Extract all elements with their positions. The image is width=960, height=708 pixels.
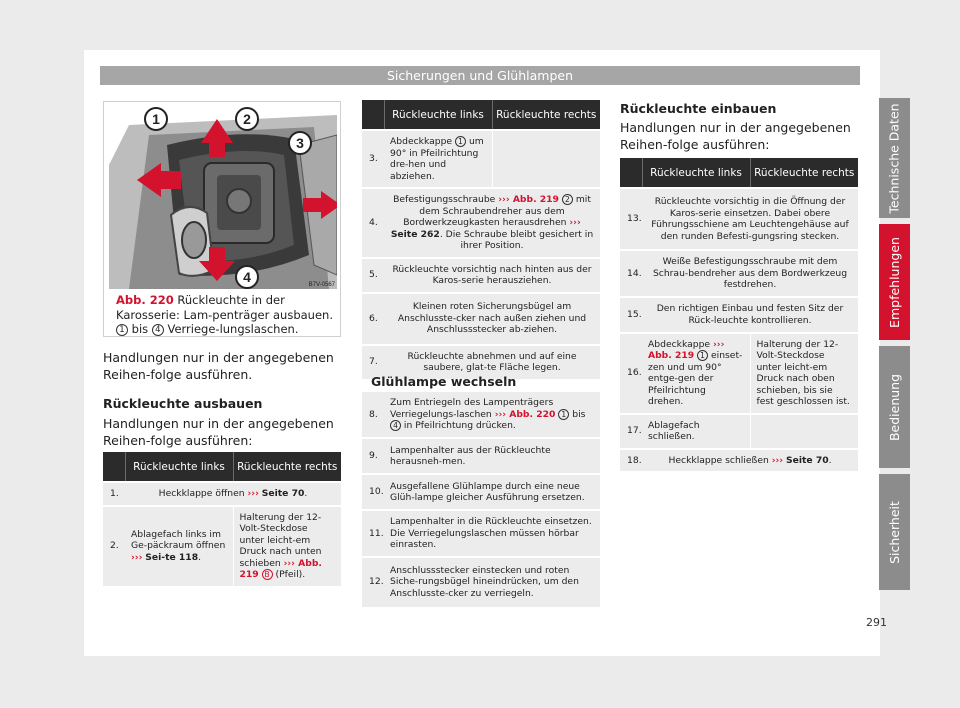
step-3-right <box>492 130 600 188</box>
step-12: Anschlussstecker einstecken und roten Siche-rungsbügel hineindrücken, um den Anschlusste-cker zu verriegeln. <box>384 557 600 607</box>
table-gluehlampe <box>362 392 600 607</box>
step-number: 18. <box>620 449 642 472</box>
step-number: 14. <box>620 250 642 297</box>
step-number: 7. <box>362 345 384 379</box>
step-2-left: Ablagefach links im Ge-päckraum öffnen ››› Sei-te 118. <box>125 506 233 586</box>
side-tab-bedienung[interactable]: Bedienung <box>879 346 910 468</box>
step-7: Rückleuchte abnehmen und auf eine saubere, glat-te Fläche legen. <box>384 345 600 379</box>
step-number: 13. <box>620 188 642 250</box>
callout-2 <box>236 108 258 130</box>
step-8: Zum Entriegeln des Lampenträgers Verriegelungs-laschen ››› Abb. 220 1 bis 4 in Pfeilrichtung drücken. <box>384 392 600 438</box>
step-6: Kleinen roten Sicherungsbügel am Anschlusste-cker nach außen ziehen und Anschlussstecker ab-ziehen. <box>384 293 600 345</box>
side-tab-technische-daten[interactable]: Technische Daten <box>879 98 910 218</box>
step-3-left: Abdeckkappe 1 um 90° in Pfeilrichtung dre-hen und abziehen. <box>384 130 492 188</box>
step-number: 11. <box>362 510 384 557</box>
table-ausbauen <box>103 452 341 586</box>
step-14: Weiße Befestigungsschraube mit dem Schrau-bendreher aus dem Bordwerkzeug festdrehen. <box>642 250 858 297</box>
header-left: Rückleuchte links <box>384 100 492 130</box>
step-2-right: Halterung der 12-Volt-Steckdose unter leicht-em Druck nach unten schieben ››› Abb. 219 B (Pfeil). <box>233 506 341 586</box>
caption-circle-1: 1 <box>116 324 128 336</box>
step-number: 9. <box>362 438 384 474</box>
step-11: Lampenhalter in die Rückleuchte einsetzen. Die Verriegelungslaschen müssen hörbar einrasten. <box>384 510 600 557</box>
step-17-left: Ablagefach schließen. <box>642 414 750 449</box>
step-number: 10. <box>362 474 384 510</box>
step-4: Befestigungsschraube ››› Abb. 219 2 mit dem Schraubendreher aus dem Bordwerkzeugkasten herausdrehen ››› Seite 262. Die Schraube bleibt gesichert in ihrer Position. <box>384 188 600 258</box>
step-16-right: Halterung der 12-Volt-Steckdose unter leicht-em Druck nach oben schieben, bis sie fest geschlossen ist. <box>750 333 858 414</box>
step-15: Den richtigen Einbau und festen Sitz der Rück-leuchte kontrollieren. <box>642 297 858 333</box>
step-1: Heckklappe öffnen ››› Seite 70. <box>125 482 341 506</box>
image-code: B7V-0567 <box>308 282 335 288</box>
header-empty <box>362 100 384 130</box>
side-tab-sicherheit[interactable]: Sicherheit <box>879 474 910 590</box>
figure-caption <box>116 293 338 337</box>
step-17-right <box>750 414 858 449</box>
page-header: Sicherungen und Glühlampen <box>100 66 860 85</box>
side-tab-empfehlungen[interactable]: Empfehlungen <box>879 224 910 340</box>
caption-label: Abb. 220 <box>116 293 174 307</box>
figure-photo <box>109 105 337 289</box>
step-number: 8. <box>362 392 384 438</box>
step-18: Heckklappe schließen ››› Seite 70. <box>642 449 858 472</box>
step-number: 16. <box>620 333 642 414</box>
page-number: 291 <box>866 616 887 629</box>
col1-section-intro: Handlungen nur in der angegebenen Reihen-folge ausführen: <box>103 416 334 448</box>
caption-text-1: Rückleuchte in der Karosserie: Lam-penträger ausbauen. <box>116 293 333 322</box>
step-number: 12. <box>362 557 384 607</box>
step-number: 17. <box>620 414 642 449</box>
table-einbauen <box>620 158 858 471</box>
header-right: Rückleuchte rechts <box>492 100 600 130</box>
svg-text:2: 2 <box>243 111 251 127</box>
step-number: 3. <box>362 130 384 188</box>
table-ausbauen-cont <box>362 100 600 379</box>
step-9: Lampenhalter aus der Rückleuchte herausneh-men. <box>384 438 600 474</box>
step-13: Rückleuchte vorsichtig in die Öffnung der Karos-serie einsetzen. Dabei obere Führungsschiene am Leuchtengehäuse auf den runden Befesti-gungsring stecken. <box>642 188 858 250</box>
header-left: Rückleuchte links <box>125 452 233 482</box>
header-right: Rückleuchte rechts <box>750 158 858 188</box>
callout-1 <box>145 108 167 130</box>
header-left: Rückleuchte links <box>642 158 750 188</box>
svg-text:3: 3 <box>296 135 304 151</box>
svg-text:4: 4 <box>243 269 251 285</box>
header-empty <box>620 158 642 188</box>
svg-text:1: 1 <box>152 111 160 127</box>
caption-circle-4: 4 <box>152 324 164 336</box>
step-number: 2. <box>103 506 125 586</box>
col3-section-intro: Handlungen nur in der angegebenen Reihen-folge ausführen: <box>620 120 851 152</box>
step-5: Rückleuchte vorsichtig nach hinten aus der Karos-serie herausziehen. <box>384 258 600 293</box>
callout-3 <box>289 132 311 154</box>
callout-4 <box>236 266 258 288</box>
caption-text-2: Verriege-lungslaschen. <box>167 322 299 336</box>
col1-intro: Handlungen nur in der angegebenen Reihen-folge ausführen. <box>103 350 334 382</box>
caption-bis: bis <box>131 322 149 336</box>
step-10: Ausgefallene Glühlampe durch eine neue Glüh-lampe gleicher Ausführung ersetzen. <box>384 474 600 510</box>
section-rueckleuchte-ausbauen: Rückleuchte ausbauen <box>103 396 263 411</box>
step-number: 1. <box>103 482 125 506</box>
section-rueckleuchte-einbauen: Rückleuchte einbauen <box>620 101 777 116</box>
step-16-left: Abdeckkappe ››› Abb. 219 1 einset-zen und um 90° entge-gen der Pfeilrichtung drehen. <box>642 333 750 414</box>
header-empty <box>103 452 125 482</box>
step-number: 4. <box>362 188 384 258</box>
section-gluehlampe-wechseln: Glühlampe wechseln <box>371 374 517 389</box>
header-right: Rückleuchte rechts <box>233 452 341 482</box>
step-number: 5. <box>362 258 384 293</box>
step-number: 15. <box>620 297 642 333</box>
step-number: 6. <box>362 293 384 345</box>
figure-box <box>103 101 341 337</box>
taillight-illustration <box>109 105 337 289</box>
